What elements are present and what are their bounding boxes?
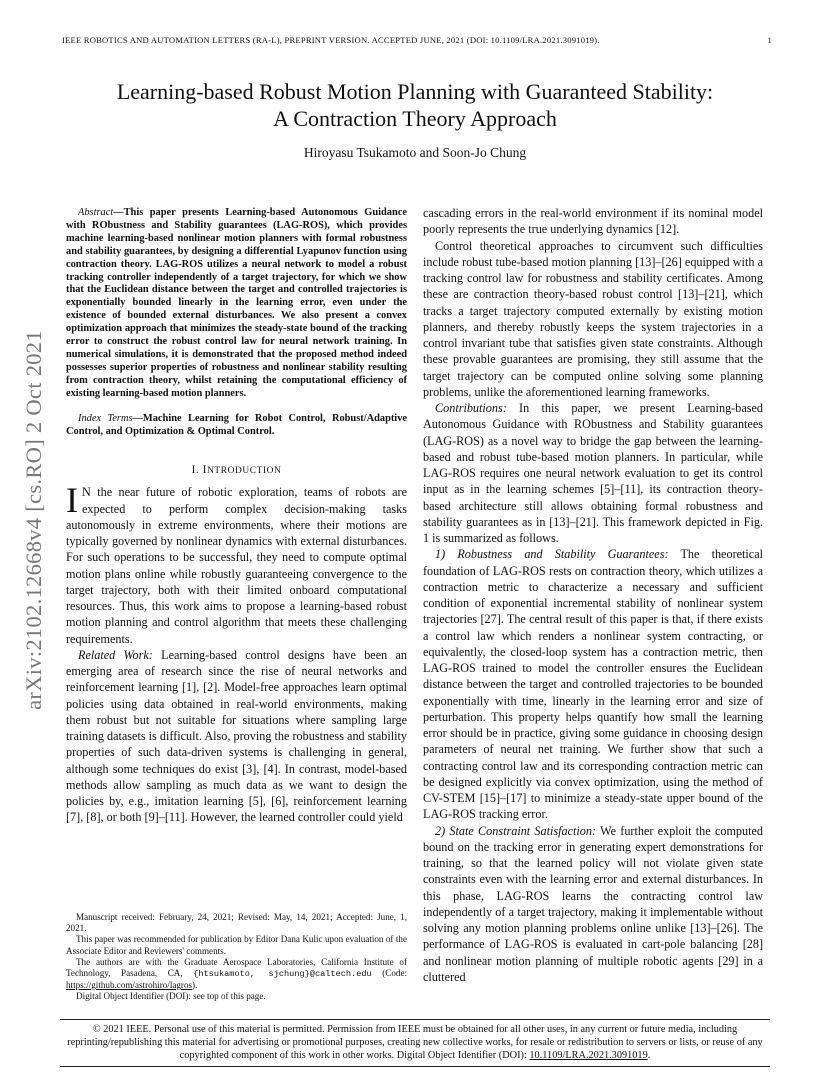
robustness-label: 1) Robustness and Stability Guarantees: [435, 547, 669, 562]
running-header [62, 35, 772, 45]
left-column [66, 207, 407, 826]
code-link[interactable]: https://github.com/astrohiro/lagros [66, 980, 193, 991]
code-suffix: ). [192, 980, 198, 991]
section-first-letter: I [202, 464, 208, 477]
control-theory-paragraph: Control theoretical approaches to circumvent such difficulties include robust tube-based motion planning [13]–[26] equipped with a tracking control law for robustness and stability certificates. Among these are contraction theory-based robust control [13]–[21], which tracks a target trajectory computed externally by existing motion planners, and thereby robustly keeps the system trajectories in a control invariant tube that satisfies given state constraints. Although these provable guarantees are promising, they still assume that the target trajectory can be computed online solving some planning problems, unlike the aforementioned learning frameworks. [423, 238, 763, 399]
footnotes [66, 912, 407, 1003]
copyright-notice [60, 1019, 770, 1067]
related-work-paragraph [66, 647, 407, 826]
index-terms [66, 413, 407, 439]
state-constraint-label: 2) State Constraint Satisfaction: [435, 823, 597, 838]
robustness-paragraph [423, 546, 763, 822]
abstract-label: Abstract [78, 207, 114, 218]
abstract-text: —This paper presents Learning-based Autonomous Guidance with RObustness and Stability guarantees (LAG-ROS), which provides machine learning-based nonlinear motion planners with formal robustness and stability guarantees, by designing a differential Lyapunov function using contraction theory. LAG-ROS utilizes a neural network to model a robust tracking controller independently of a target trajectory, for which we show that the Euclidean distance between the target and controlled trajectories is exponentially bounded linearly in the learning error, even under the existence of bounded external disturbances. We also present a convex optimization approach that minimizes the steady-state bound of the tracking error to construct the robust control law for neural network training. In numerical simulations, it is demonstrated that the proposed method indeed possesses superior properties of robustness and nonlinear stability resulting from contraction theory, whilst retaining the computational efficiency of existing learning-based motion planners. [66, 207, 407, 399]
authors: Hiroyasu Tsukamoto and Soon-Jo Chung [303, 145, 527, 160]
state-constraint-paragraph [423, 823, 763, 986]
contributions-label: Contributions: [435, 401, 507, 415]
paper-title [60, 78, 770, 132]
running-head-text: IEEE ROBOTICS AND AUTOMATION LETTERS (RA-L), PREPRINT VERSION. ACCEPTED JUNE, 2021 (DOI: 10.1109/LRA.2021.3091019). [62, 35, 600, 45]
arxiv-stamp-text: arXiv:2102.12668v4 [cs.RO] 2 Oct 2021 [21, 330, 46, 710]
section-heading-introduction [66, 464, 407, 476]
affiliation-text: The authors are with the Graduate Aerospace Laboratories, California Institute of Technology, Pasadena, CA, [66, 956, 407, 979]
right-column [423, 205, 763, 985]
doi-link[interactable]: 10.1109/LRA.2021.3091019 [529, 1050, 648, 1061]
intro-para1-text: N the near future of robotic exploration, teams of robots are expected to perform complex decision-making tasks autonomously in extreme environments, where their motions are typically governed by nonlinear dynamics with external disturbances. For such operations to be successful, they need to compute optimal motion plans online while robustly guaranteeing convergence to the target trajectory, both with their limited onboard computational resources. Thus, this work aims to propose a learning-based robust motion planning and control algorithm that meets these challenging requirements. [66, 485, 407, 646]
copyright-text: © 2021 IEEE. Personal use of this material is permitted. Permission from IEEE must be obtained for all other uses, in any current or future media, including reprinting/republishing this material for advertising or promotional purposes, creating new collective works, for resale or redistribution to servers or lists, or reuse of any copyrighted component of this work in other works. Digital Object Identifier (DOI): [67, 1024, 763, 1061]
index-terms-label: Index Terms [78, 412, 133, 424]
footnote-received: Manuscript received: February, 24, 2021; Revised: May, 14, 2021; Accepted: June, 1, 2021. [66, 912, 407, 934]
contributions-paragraph [423, 400, 763, 546]
section-numeral: I. [191, 464, 203, 477]
abstract [66, 207, 407, 401]
author-emails: {htsukamoto, sjchung}@caltech.edu [193, 969, 372, 980]
footnote-affiliation [66, 957, 407, 992]
related-work-label: Related Work: [78, 647, 153, 662]
footnote-doi: Digital Object Identifier (DOI): see top of this page. [76, 991, 266, 1002]
drop-cap: I [66, 480, 78, 521]
title-line-1: Learning-based Robust Motion Planning with Guaranteed Stability: [116, 79, 714, 104]
right-paragraph-continued: cascading errors in the real-world environment if its nominal model poorly represents the true underlying dynamics [12]. [423, 206, 763, 237]
footnote-editor: This paper was recommended for publication by Editor Dana Kulic upon evaluation of the Associate Editor and Reviewers' comments. [66, 934, 407, 956]
title-line-2: A Contraction Theory Approach [273, 106, 557, 131]
code-prefix: (Code: [371, 968, 408, 979]
page-number: 1 [767, 35, 772, 45]
section-title-rest: NTRODUCTION [207, 466, 282, 477]
copyright-end: . [647, 1050, 651, 1061]
contributions-text: In this paper, we present Learning-based Autonomous Guidance with RObustness and Stability guarantees (LAG-ROS) as a novel way to bridge the gap between the learning-based and robust tube-based motion planners. In particular, while LAG-ROS requires one neural network evaluation to get its control input as in the learning schemes [5]–[11], its contraction theory-based architecture still allows obtaining formal robustness and stability guarantees as in [13]–[21]. This framework depicted in Fig. 1 is summarized as follows. [423, 401, 763, 545]
arxiv-stamp [4, 290, 64, 750]
index-terms-text: —Machine Learning for Robot Control, Robust/Adaptive Control, and Optimization & Optimal Control. [66, 412, 407, 437]
robustness-text: The theoretical foundation of LAG-ROS rests on contraction theory, which utilizes a contraction metric to characterize a necessary and sufficient condition of exponential incremental stability of nonlinear system trajectories [27]. The central result of this paper is that, if there exists a control law which renders a nonlinear system contracting, or equivalently, the closed-loop system has a contraction metric, then LAG-ROS trained to model the controller ensures the Euclidean distance between the target and controlled trajectories to be bounded exponentially with time, linearly in the learning error and size of perturbation. This property helps quantify how small the learning error should be in practice, giving some guidance in choosing design parameters of neural net training. We further show that such a contracting control law and its corresponding contraction metric can be designed explicitly via convex optimization, using the method of CV-STEM [15]–[17] to minimize a steady-state upper bound of the LAG-ROS tracking error. [423, 547, 764, 822]
state-constraint-text: We further exploit the computed bound on the tracking error in generating expert demonstrations for training, so that the learned policy will not violate given state constraints even with the learning error and external disturbances. In this phase, LAG-ROS learns the contracting control law independently of a target trajectory, making it implementable without solving any motion planning problems online unlike [13]–[26]. The performance of LAG-ROS is evaluated in cart-pole balancing [28] and nonlinear motion planning of multiple robotic agents [29] in a cluttered [423, 823, 763, 984]
intro-paragraph-1 [66, 480, 407, 647]
related-work-text: Learning-based control designs have been an emerging area of research since the rise of neural networks and reinforcement learning [1], [2]. Model-free approaches learn optimal policies using data obtained in real-world environments, making them robust but not suitable for situations where sampling large training datasets is difficult. Also, proving the robustness and stability properties of such data-driven systems is challenging in general, although some techniques do exist [3], [4]. In contrast, model-based methods allow sampling as much data as we want to design the policies by, e.g., imitation learning [5], [6], reinforcement learning [7], [8], or both [9]–[11]. However, the learned controller could yield [66, 647, 407, 825]
